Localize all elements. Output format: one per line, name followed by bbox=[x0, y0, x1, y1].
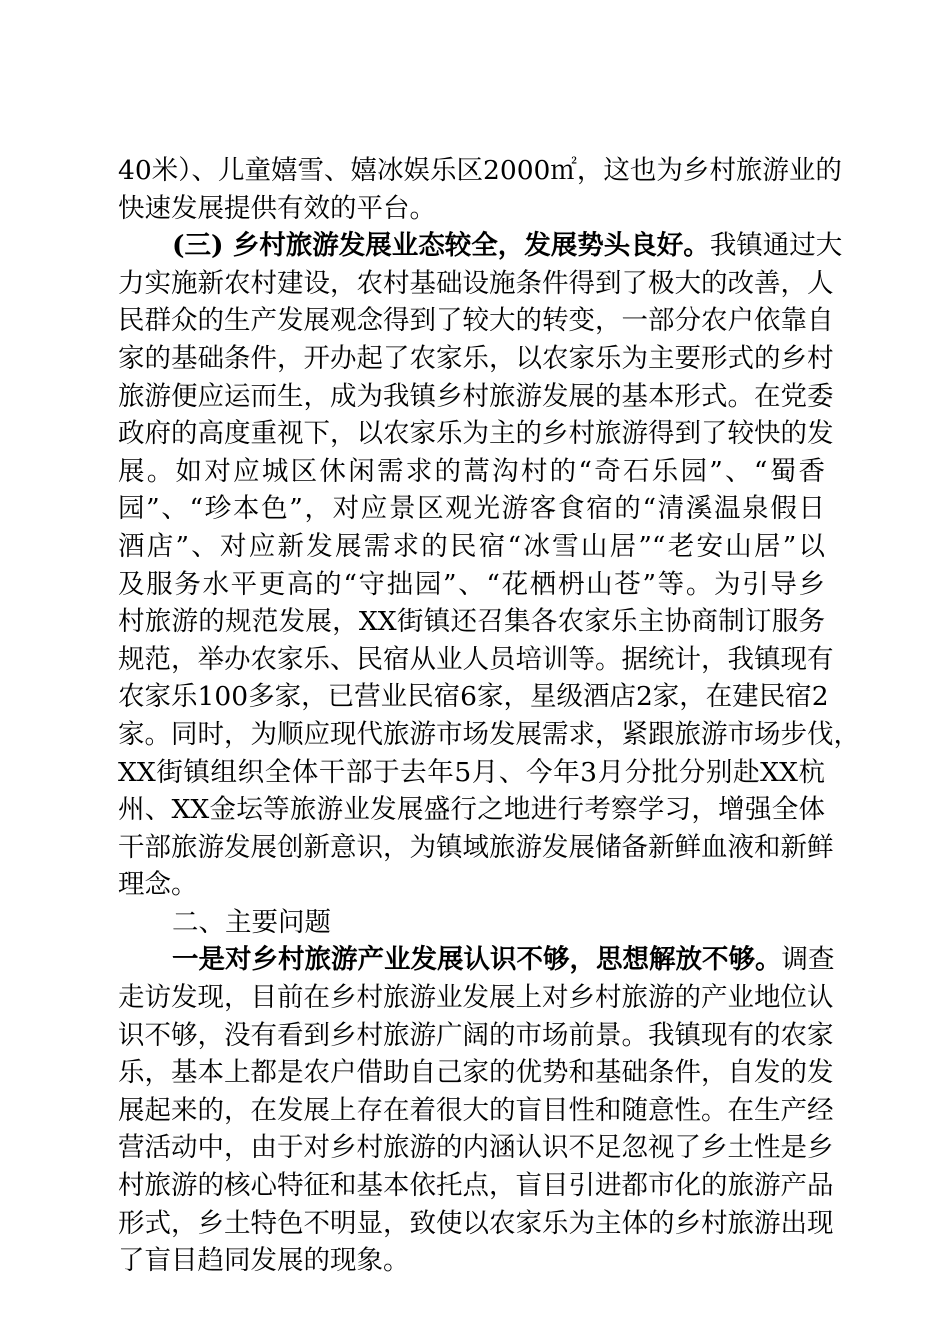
text-line bbox=[118, 265, 834, 303]
text-line bbox=[118, 979, 834, 1017]
text-line bbox=[118, 1167, 834, 1205]
text-line bbox=[118, 866, 825, 904]
line-text: 民群众的生产发展观念得到了较大的转变，一部分农户依靠自 bbox=[118, 305, 834, 337]
text-line bbox=[118, 340, 834, 378]
text-line bbox=[118, 716, 860, 754]
line-text: 规范，举办农家乐、民宿从业人员培训等。据统计，我镇现有 bbox=[118, 643, 834, 675]
text-line bbox=[118, 566, 825, 604]
text-line bbox=[118, 190, 825, 228]
text-line bbox=[118, 641, 834, 679]
text-line bbox=[118, 415, 834, 453]
line-text: 形式，乡土特色不明显，致使以农家乐为主体的乡村旅游出现 bbox=[118, 1207, 834, 1239]
text-line bbox=[118, 490, 825, 528]
bold-lead-sentence: (三) 乡村旅游发展业态较全，发展势头良好。 bbox=[172, 230, 710, 262]
line-text: 理念。 bbox=[118, 869, 198, 901]
text-line bbox=[118, 528, 825, 566]
line-text: 展。如对应城区休闲需求的蒿沟村的“奇石乐园”、“蜀香 bbox=[118, 455, 825, 487]
line-text: 政府的高度重视下，以农家乐为主的乡村旅游得到了较快的发 bbox=[118, 418, 834, 450]
text-line bbox=[118, 302, 834, 340]
text-line bbox=[118, 754, 825, 792]
document-page-body bbox=[118, 152, 860, 1280]
line-text: 旅游便应运而生，成为我镇乡村旅游发展的基本形式。在党委 bbox=[118, 380, 834, 412]
line-text: 村旅游的核心特征和基本依托点，盲目引进都市化的旅游产品 bbox=[118, 1170, 834, 1202]
text-line bbox=[118, 227, 843, 265]
section-three-paragraph bbox=[118, 227, 860, 904]
line-text: 展起来的，在发展上存在着很大的盲目性和随意性。在生产经 bbox=[118, 1094, 834, 1126]
text-line bbox=[118, 1242, 825, 1280]
text-line bbox=[118, 678, 829, 716]
line-text: 营活动中，由于对乡村旅游的内涵认识不足忽视了乡土性是乡 bbox=[118, 1132, 834, 1164]
text-line bbox=[118, 378, 834, 416]
line-text: 走访发现，目前在乡村旅游业发展上对乡村旅游的产业地位认 bbox=[118, 982, 834, 1014]
text-line bbox=[118, 453, 825, 491]
line-text: 了盲目趋同发展的现象。 bbox=[118, 1245, 410, 1277]
text-line bbox=[118, 1054, 834, 1092]
line-text: 我镇通过大 bbox=[709, 230, 843, 262]
text-line bbox=[118, 603, 825, 641]
line-text: XX街镇组织全体干部于去年5月、今年3月分批分别赴XX杭 bbox=[118, 756, 825, 788]
line-text: 家的基础条件，开办起了农家乐，以农家乐为主要形式的乡村 bbox=[118, 342, 834, 374]
line-text: 二、主要问题 bbox=[172, 906, 331, 938]
line-text: 园”、“珍本色”，对应景区观光游客食宿的“清溪温泉假日 bbox=[118, 493, 825, 525]
line-text: 快速发展提供有效的平台。 bbox=[118, 192, 436, 224]
text-line bbox=[118, 904, 825, 942]
line-text: 识不够，没有看到乡村旅游广阔的市场前景。我镇现有的农家 bbox=[118, 1019, 834, 1051]
line-text: 乐，基本上都是农户借助自己家的优势和基础条件，自发的发 bbox=[118, 1057, 834, 1089]
section-heading-main-problems bbox=[118, 904, 825, 942]
text-line bbox=[118, 1092, 834, 1130]
line-text: 村旅游的规范发展，XX街镇还召集各农家乐主协商制订服务 bbox=[118, 606, 825, 638]
line-text: 及服务水平更高的“守拙园”、“花栖枬山苍”等。为引导乡 bbox=[118, 568, 825, 600]
line-text: 酒店”、对应新发展需求的民宿“冰雪山居”“老安山居”以 bbox=[118, 530, 825, 562]
bold-lead-sentence: 一是对乡村旅游产业发展认识不够，思想解放不够。 bbox=[172, 944, 782, 976]
line-text: 州、XX金坛等旅游业发展盛行之地进行考察学习，增强全体 bbox=[118, 794, 825, 826]
text-line bbox=[118, 1017, 834, 1055]
text-line bbox=[118, 152, 842, 190]
line-text: 调查 bbox=[781, 944, 835, 976]
line-text: 力实施新农村建设，农村基础设施条件得到了极大的改善，人 bbox=[118, 267, 834, 299]
text-line bbox=[118, 1205, 834, 1243]
text-line bbox=[118, 791, 825, 829]
line-text: 家。同时，为顺应现代旅游市场发展需求，紧跟旅游市场步伐， bbox=[118, 718, 860, 750]
continued-paragraph bbox=[118, 152, 842, 227]
text-line bbox=[118, 829, 834, 867]
text-line bbox=[118, 1129, 834, 1167]
text-line bbox=[118, 941, 835, 979]
line-text: 40米）、儿童嬉雪、嬉冰娱乐区2000㎡，这也为乡村旅游业的 bbox=[118, 155, 842, 186]
line-text: 干部旅游发展创新意识，为镇域旅游发展储备新鲜血液和新鲜 bbox=[118, 831, 834, 863]
problem-one-paragraph bbox=[118, 941, 835, 1279]
line-text: 农家乐100多家，已营业民宿6家，星级酒店2家，在建民宿2 bbox=[118, 681, 829, 713]
